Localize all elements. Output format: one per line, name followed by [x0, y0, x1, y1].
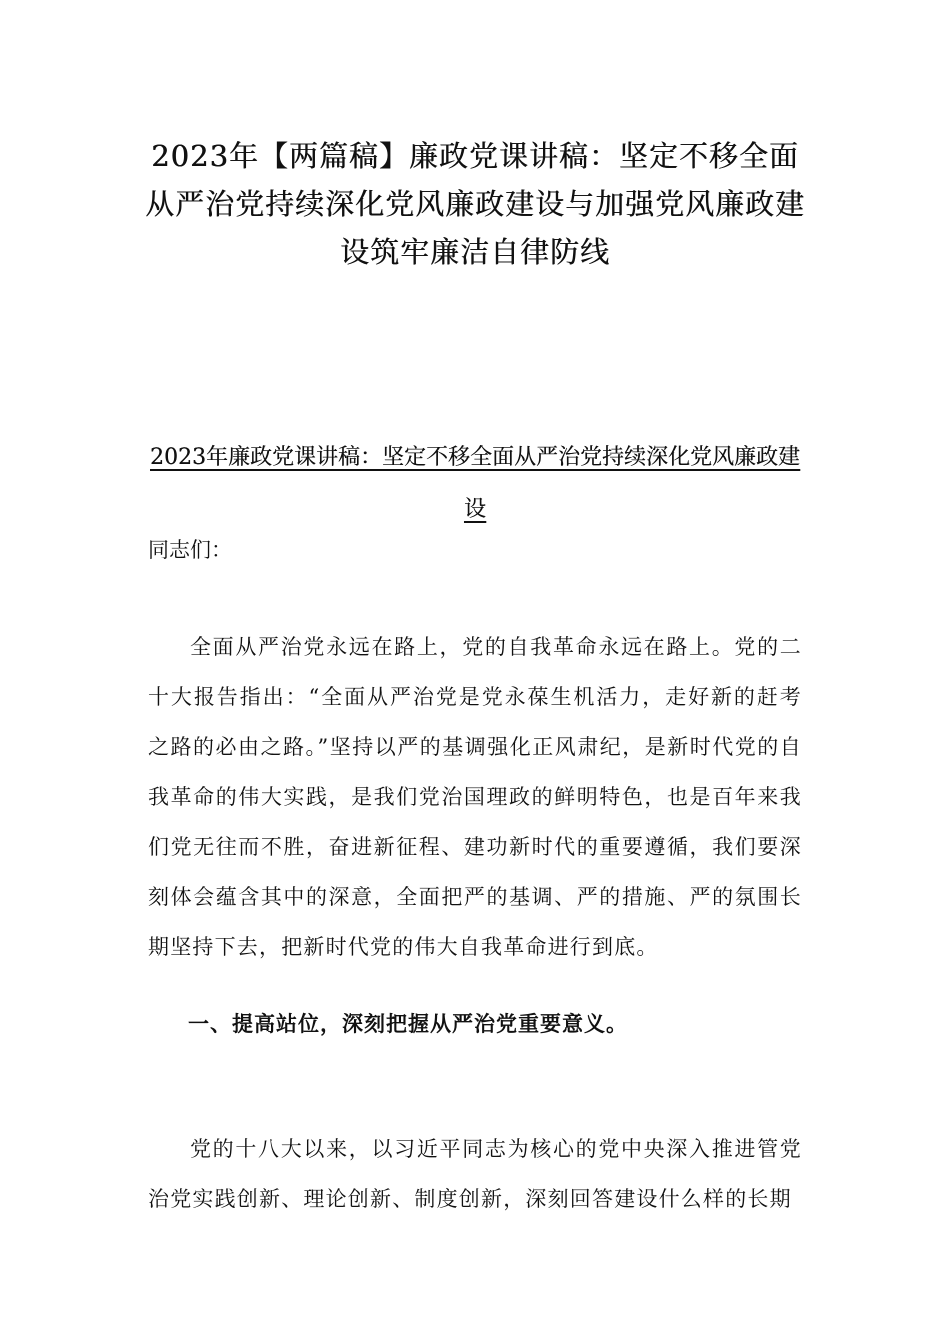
section-heading: 一、提高站位，深刻把握从严治党重要意义。 [188, 1011, 628, 1036]
document-title: 2023年【两篇稿】廉政党课讲稿：坚定不移全面从严治党持续深化党风廉政建设与加强党风廉政建设筑牢廉洁自律防线 [144, 139, 805, 269]
body-paragraph: 全面从严治党永远在路上，党的自我革命永远在路上。党的二十大报告指出：“全面从严治党是党永葆生机活力，走好新的赶考之路的必由之路。”坚持以严的基调强化正风肃纪，是新时代党的自我革命的伟大实践，是我们党治国理政的鲜明特色，也是百年来我们党无往而不胜，奋进新征程、建功新时代的重要遵循，我们要深刻体会蕴含其中的深意，全面把严的基调、严的措施、严的氛围长期坚持下去，把新时代党的伟大自我革命进行到底。 [148, 635, 802, 959]
salutation: 同志们： [148, 538, 232, 562]
body-paragraph: 党的十八大以来，以习近平同志为核心的党中央深入推进管党治党实践创新、理论创新、制度创新，深刻回答建设什么样的长期 [148, 1137, 802, 1211]
section-title: 2023年廉政党课讲稿：坚定不移全面从严治党持续深化党风廉政建设 [150, 445, 800, 522]
